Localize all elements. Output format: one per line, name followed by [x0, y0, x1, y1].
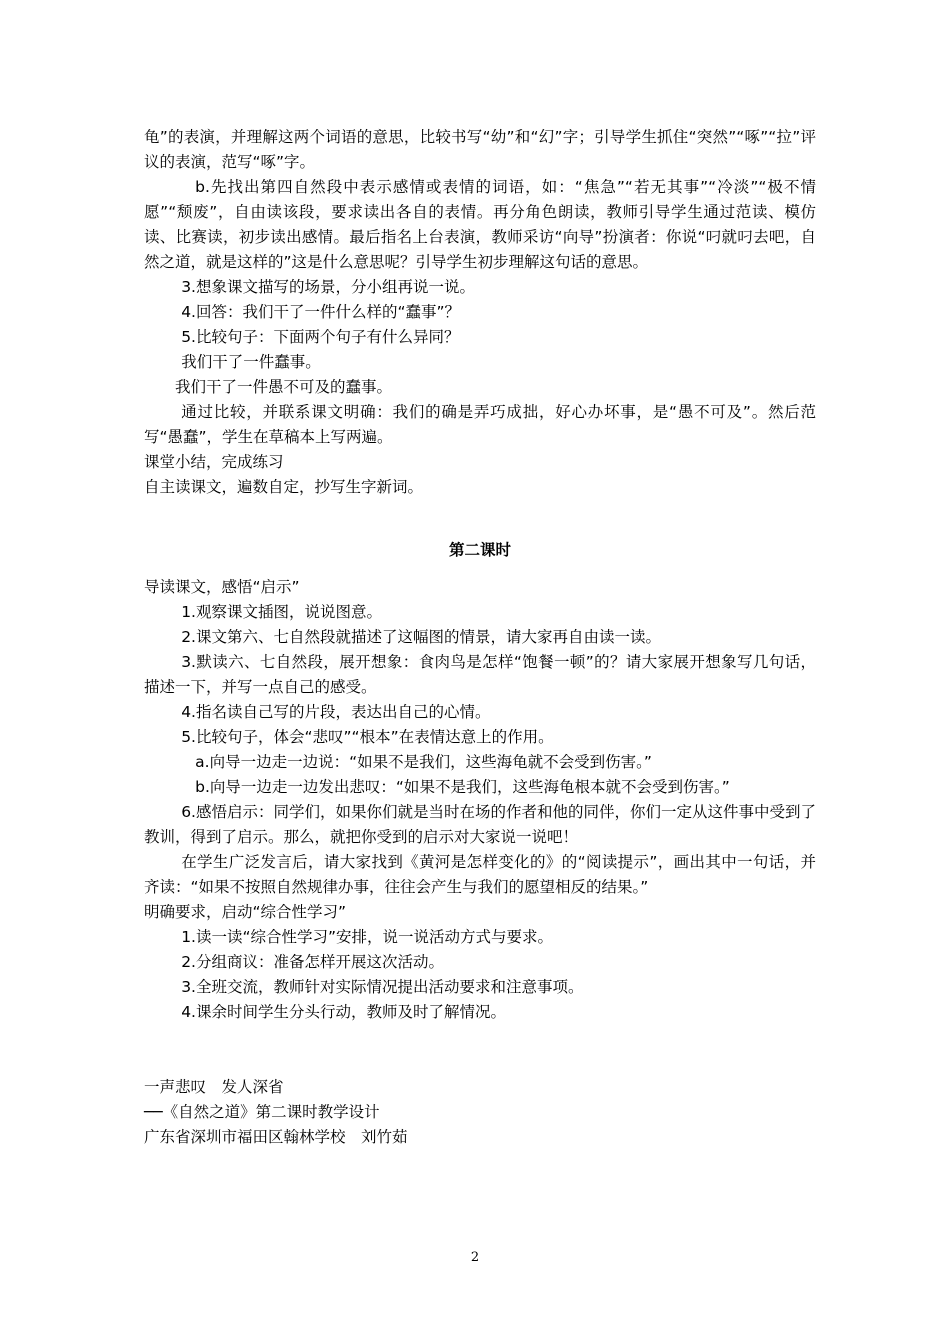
section-label: 课堂小结，完成练习 — [144, 453, 284, 471]
paragraph: 1.观察课文插图，说说图意。 — [181, 603, 382, 621]
paragraph: 3.默读六、七自然段，展开想象：食肉鸟是怎样“饱餐一顿”的？请大家展开想象写几句话，描述一下，并写一点自己的感受。 — [144, 653, 816, 696]
section-heading: 第二课时 — [448, 541, 511, 559]
article-title: 一声悲叹 发人深省 — [144, 1078, 284, 1096]
paragraph: 6.感悟启示：同学们，如果你们就是当时在场的作者和他的同伴，你们一定从这件事中受到了教训，得到了启示。那么，就把你受到的启示对大家说一说吧！ — [144, 803, 816, 846]
article-subtitle: ──《自然之道》第二课时教学设计 — [144, 1103, 380, 1121]
section-label: 明确要求，启动“综合性学习” — [144, 903, 347, 921]
article-author: 广东省深圳市福田区翰林学校 刘竹茹 — [144, 1128, 408, 1146]
paragraph: 4.课余时间学生分头行动，教师及时了解情况。 — [181, 1003, 506, 1021]
paragraph: 我们干了一件愚不可及的蠢事。 — [175, 378, 393, 396]
paragraph: 2.课文第六、七自然段就描述了这幅图的情景，请大家再自由读一读。 — [181, 628, 661, 646]
paragraph: 在学生广泛发言后，请大家找到《黄河是怎样变化的》的“阅读提示”，画出其中一句话，并齐读：“如果不按照自然规律办事，往往会产生与我们的愿望相反的结果。” — [144, 853, 816, 896]
paragraph: 5.比较句子：下面两个句子有什么异同？ — [181, 328, 460, 346]
paragraph: 自主读课文，遍数自定，抄写生字新词。 — [144, 478, 424, 496]
paragraph: 5.比较句子，体会“悲叹”“根本”在表情达意上的作用。 — [181, 728, 554, 746]
paragraph: 2.分组商议：准备怎样开展这次活动。 — [181, 953, 444, 971]
paragraph: 龟”的表演，并理解这两个词语的意思，比较书写“幼”和“幻”字；引导学生抓住“突然”“啄”“拉”评议的表演，范写“啄”字。 — [144, 128, 816, 171]
paragraph: b.先找出第四自然段中表示感情或表情的词语，如：“焦急”“若无其事”“冷淡”“极不情愿”“颓废”，自由读该段，要求读出各自的表情。再分角色朗读，教师引导学生通过范读、模仿读、比赛读，初步读出感情。最后指名上台表演，教师采访“向导”扮演者：你说“叼就叼去吧，自然之道，就是这样的”这是什么意思呢？引导学生初步理解这句话的意思。 — [144, 178, 816, 271]
page-number: 2 — [470, 1250, 480, 1265]
paragraph: 3.想象课文描写的场景，分小组再说一说。 — [181, 278, 475, 296]
section-label: 导读课文，感悟“启示” — [144, 578, 300, 596]
paragraph: 3.全班交流，教师针对实际情况提出活动要求和注意事项。 — [181, 978, 584, 996]
paragraph: 4.指名读自己写的片段，表达出自己的心情。 — [181, 703, 491, 721]
paragraph: 我们干了一件蠢事。 — [181, 353, 321, 371]
paragraph: 4.回答：我们干了一件什么样的“蠢事”？ — [181, 303, 461, 321]
paragraph: 1.读一读“综合性学习”安排，说一说活动方式与要求。 — [181, 928, 554, 946]
paragraph: a.向导一边走一边说：“如果不是我们，这些海龟就不会受到伤害。” — [195, 753, 652, 771]
paragraph: b.向导一边走一边发出悲叹：“如果不是我们，这些海龟根本就不会受到伤害。” — [195, 778, 730, 796]
document-body — [144, 125, 816, 1150]
paragraph: 通过比较，并联系课文明确：我们的确是弄巧成拙，好心办坏事，是“愚不可及”。然后范写“愚蠢”，学生在草稿本上写两遍。 — [144, 403, 816, 446]
